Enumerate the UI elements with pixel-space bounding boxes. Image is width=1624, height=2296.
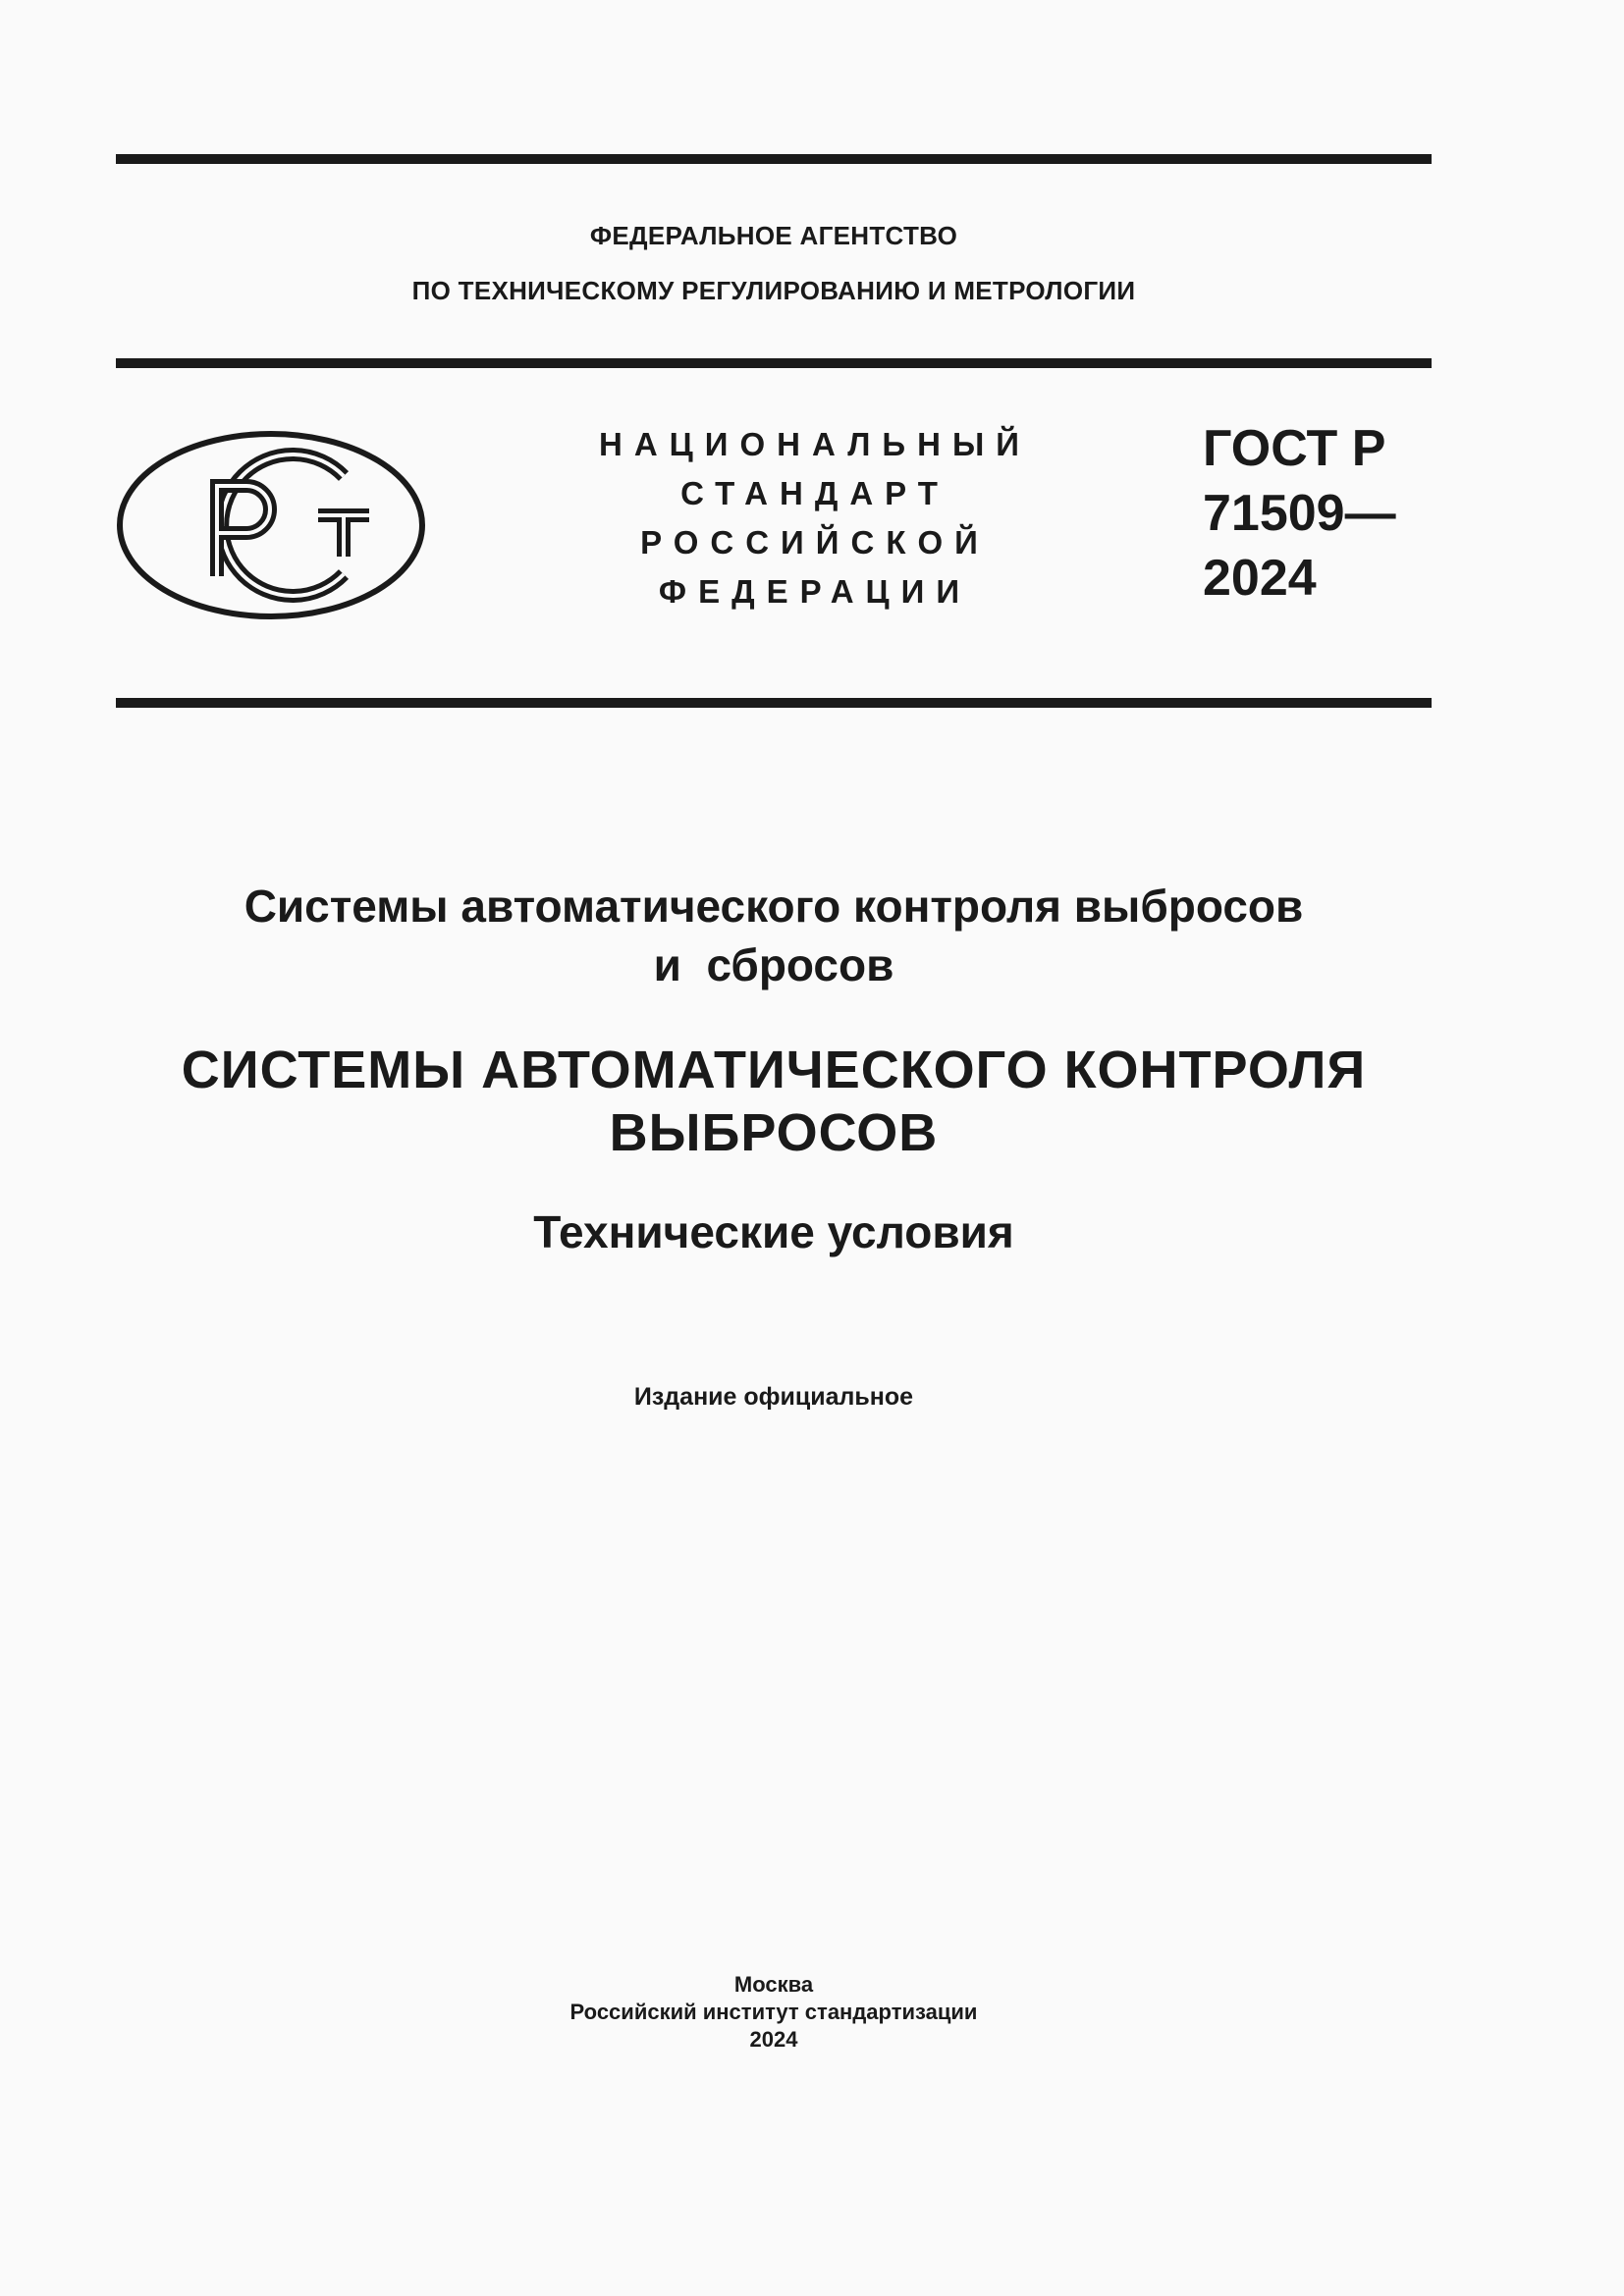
designation-line-3: 2024 xyxy=(1203,550,1317,607)
caps-title-line-2: ВЫБРОСОВ xyxy=(609,1103,939,1162)
document-subtitle: Технические условия xyxy=(533,1206,1014,1257)
designation-line-1: ГОСТ Р xyxy=(1203,420,1386,477)
national-standard-line: НАЦИОНАЛЬНЫЙ xyxy=(599,426,1031,462)
rst-certification-mark-icon xyxy=(116,429,426,621)
national-standard-line: ФЕДЕРАЦИИ xyxy=(658,573,972,610)
title-line-1: Системы автоматического контроля выбросов xyxy=(244,881,1304,932)
edition-note: Издание официальное xyxy=(633,1383,914,1411)
top-rule xyxy=(116,154,1432,164)
national-standard-line: СТАНДАРТ xyxy=(680,475,949,511)
imprint-year: 2024 xyxy=(749,2027,798,2052)
agency-line-1: ФЕДЕРАЛЬНОЕ АГЕНТСТВО xyxy=(589,221,958,250)
agency-divider xyxy=(116,358,1432,368)
imprint-city: Москва xyxy=(733,1972,814,1997)
agency-line-2: ПО ТЕХНИЧЕСКОМУ РЕГУЛИРОВАНИЮ И МЕТРОЛОГИИ xyxy=(411,276,1136,305)
designation-line-2: 71509— xyxy=(1203,485,1396,542)
caps-title-line-1: СИСТЕМЫ АВТОМАТИЧЕСКОГО КОНТРОЛЯ xyxy=(181,1041,1367,1099)
agency-header xyxy=(116,208,1432,318)
national-standard-line: РОССИЙСКОЙ xyxy=(640,524,990,561)
title-line-2: и сбросов xyxy=(653,939,894,990)
document-title xyxy=(116,877,1432,994)
document-title-caps xyxy=(116,1039,1432,1164)
imprint-publisher: Российский институт стандартизации xyxy=(569,2000,978,2024)
imprint xyxy=(116,1971,1432,2054)
national-standard-label xyxy=(550,420,1080,616)
standard-designation xyxy=(1203,416,1396,611)
header-divider xyxy=(116,698,1432,708)
